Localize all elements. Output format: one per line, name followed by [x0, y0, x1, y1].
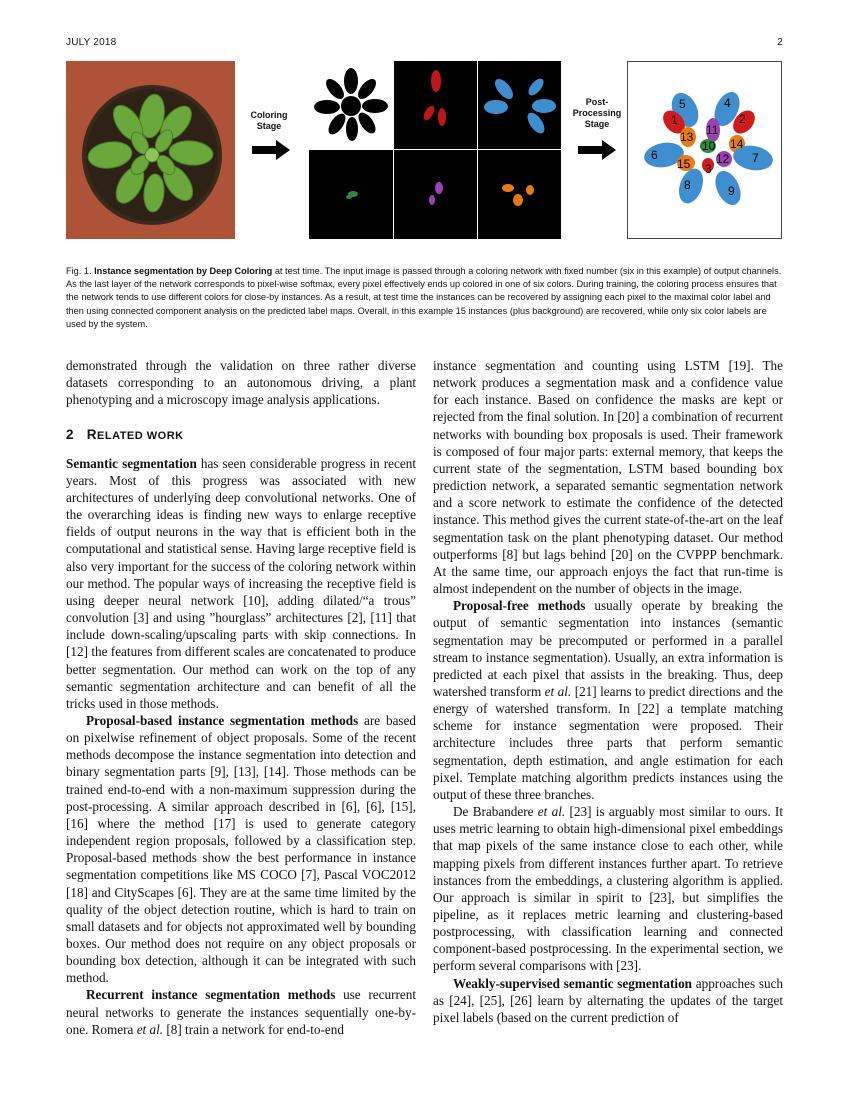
instance-label: 1: [671, 113, 678, 127]
figure-caption: [66, 265, 784, 331]
paragraph: Weakly-supervised semantic segmentation approaches such as [24], [25], [26] learn by alternating the updates of the target pixel labels (based on the current prediction of: [433, 975, 783, 1025]
left-column: [66, 357, 416, 1038]
coloring-stage-label: Coloring Stage: [250, 110, 288, 131]
instance-label: 5: [679, 97, 686, 111]
section-heading: 2 RELATED WORK: [66, 427, 184, 443]
instance-label: 6: [651, 148, 658, 162]
instance-label: 3: [705, 162, 712, 176]
channel-red: [394, 61, 477, 149]
instance-label: 11: [706, 123, 719, 137]
instance-label: 15: [677, 157, 691, 171]
channel-blue: [478, 61, 561, 149]
paragraph: demonstrated through the validation on three rather diverse datasets corresponding to an autonomous driving, a plant phenotyping and a microscopy image analysis applications.: [66, 358, 416, 408]
caption-title: Instance segmentation by Deep Coloring: [94, 266, 273, 276]
paragraph: Recurrent instance segmentation methods use recurrent neural networks to generate the instances sequentially one-by-one. Romera et al. [8] train a network for end-to-end: [66, 987, 416, 1037]
instance-label: 10: [702, 139, 716, 153]
right-column: [433, 357, 783, 1026]
channel-mask-white: [309, 61, 393, 149]
channel-orange: [478, 150, 561, 239]
running-header-left: JULY 2018: [66, 37, 117, 48]
paragraph: Proposal-free methods usually operate by breaking the output of semantic segmentation into instances (semantic segmentation may be precomputed or performed in a parallel stream to instance segmentation). Usually, an extra information is predicted at each pixel that assists in the breaking. Thus, deep watershed transform et al. [21] learns to predict directions and the energy of watershed transform. In [22] a template matching scheme for instance segmentation were proposed. Their architecture includes three parts that perform semantic segmentation, depth estimation, and angle estimation for each pixel. Template matching algorithm predicts instances using the output of these three branches.: [433, 598, 783, 802]
instance-label: 7: [752, 151, 759, 165]
plant-input-photo: [66, 61, 235, 239]
instance-label: 8: [684, 178, 691, 192]
instance-label: 14: [730, 137, 744, 151]
caption-text: at test time. The input image is passed through a coloring network with fixed number (six in this example) of output channels. As the last layer of the network corresponds to pixel-wise softmax, every pixel effectively ends up colored in one of six colors. During training, the coloring process ensures that the network tends to use different colors for close-by instances. As a result, at test time the instances can be recovered by assigning each pixel to the maximal color label and then using connected component analysis on the predicted label maps. Overall, in this example 15 instances (plus background) are recovered, while only six color labels are used by the system.: [66, 266, 782, 329]
post-processing-stage-label: Post- Processing Stage: [572, 97, 622, 129]
channel-purple: [394, 150, 477, 239]
paragraph: De Brabandere et al. [23] is arguably most similar to ours. It uses metric learning to obtain high-dimensional pixel embeddings that map pixels of the same instance close to each other, while mapping pixels from different instances further apart. To retrieve instances from the embeddings, a clustering algorithm is applied. Our approach is similar in spirit to [23], but simplifies the pipeline, as it replaces metric learning and clustering-based postprocessing, with classification learning and connected component-based postprocessing. In the experimental section, we perform several comparisons with [23].: [433, 804, 783, 974]
channel-green: [309, 150, 393, 239]
right-arrow-icon: [252, 140, 290, 160]
instance-label: 4: [724, 96, 731, 110]
instance-label: 2: [739, 112, 746, 126]
paragraph: Proposal-based instance segmentation methods are based on pixelwise refinement of object proposals. Some of the recent methods decompose the instance segmentation into detection and binary segmentation parts [9], [13], [14]. Those methods can be trained end-to-end with a non-maximum suppression during the post-processing. A similar approach described in [6], [6], [15], [16] where the method [17] is used to generate category independent region proposals, followed by a classification step. Proposal-based methods show the best performance in instance segmentation competitions like MS COCO [7], Pascal VOC2012 [18] and CityScapes [6]. They are at the same time limited by the quality of the object detection routine, which is hard to train on small datasets and for objects not approximated well by bounding boxes. Our method does not require on any object proposals or bounding box detection, although it can be integrated with such method.: [66, 712, 416, 986]
instance-label: 13: [680, 130, 694, 144]
caption-prefix: Fig. 1.: [66, 266, 95, 276]
paragraph: instance segmentation and counting using LSTM [19]. The network produces a segmentation mask and a confidence value for each instance. Based on confidence the masks are kept or rejected from the final solution. In [20] a combination of recurrent networks with bounding box proposals is used. Their framework is composed of four major parts: external memory, that keeps the current state of the segmentation, LSTM based bounding box prediction network, a separated semantic segmentation network and a score network to estimate the confidence of the detected instance. This method gives the current state-of-the-art on the leaf segmentation task on the plant phenotyping dataset. Our method outperforms [8] but lags behind [20] on the CVPPP benchmark. At the same time, our approach enjoys the fact that run-time is almost independent on the number of objects in the image.: [433, 358, 783, 597]
instance-label: 9: [728, 184, 735, 198]
instance-label: 12: [716, 152, 730, 166]
instance-label-map: [627, 61, 782, 239]
page-number: 2: [777, 37, 783, 48]
paragraph: Semantic segmentation has seen considerable progress in recent years. Most of this progress was associated with new architectures of underlying deep convolutional networks. One of the overarching ideas is finding new ways to enlarge receptive fields of output neurons in the way that is efficient both in the computational and statistical sense. Having large receptive field is also very important for the success of the coloring network within our method. The popular ways of increasing the receptive field is using deeper neural network [10], adding dilated/“a trous” convolution [3] and using ”hourglass” architectures [2], [11] that include down-scaling/upscaling parts with skip connections. In [12] the features from different scales are concatenated to produce better segmentation. Our method can work on the top of any semantic segmentation architecture and can benefit of all the tricks used in those methods.: [66, 455, 416, 711]
right-arrow-icon: [578, 140, 616, 160]
